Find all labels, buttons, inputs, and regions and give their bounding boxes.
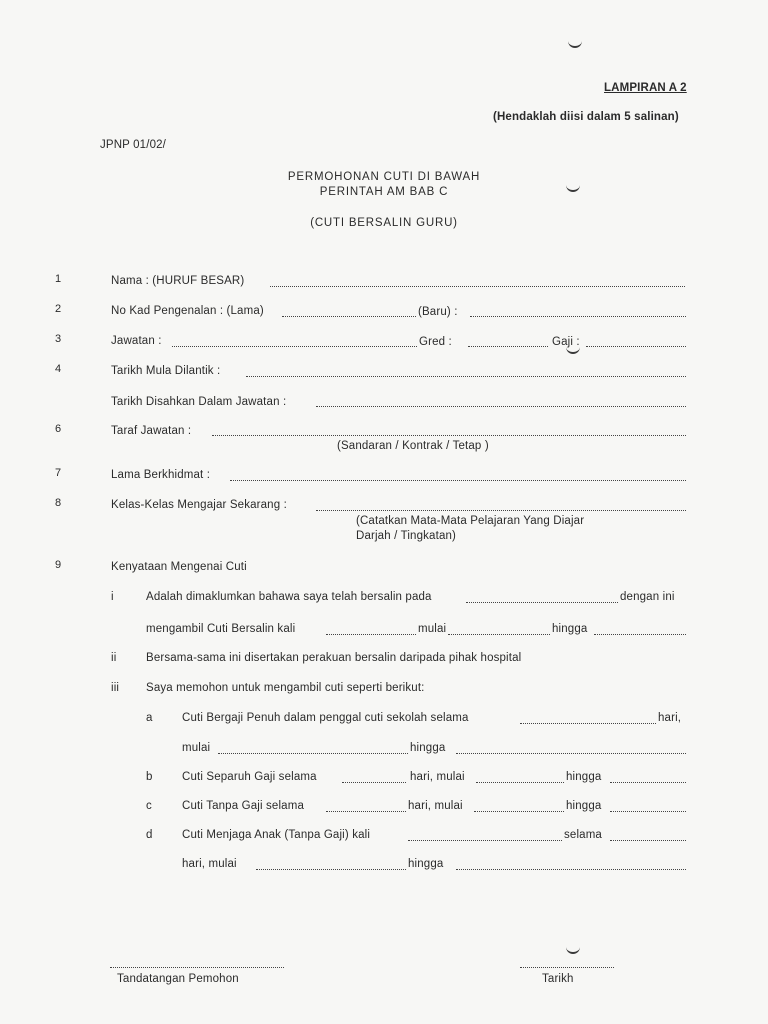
half-pay-days-field[interactable] [342, 781, 406, 783]
confirmation-date-label: Tarikh Disahkan Dalam Jawatan : [111, 396, 287, 408]
item-number: 9 [55, 559, 62, 571]
maternity-leave-count-field[interactable] [326, 633, 416, 635]
subitem-number: i [111, 591, 114, 603]
position-label: Jawatan : [111, 335, 162, 347]
until-label: hingga [566, 771, 602, 783]
full-pay-end-field[interactable] [456, 752, 686, 754]
until-label: hingga [408, 858, 444, 870]
punch-mark [566, 946, 580, 954]
position-field[interactable] [172, 345, 417, 347]
item-number: 7 [55, 467, 62, 479]
option-letter: a [146, 712, 153, 724]
subitem-number: iii [111, 682, 120, 694]
maternity-end-field[interactable] [594, 633, 686, 635]
ic-new-label: (Baru) : [418, 306, 458, 318]
subitem-number: ii [111, 652, 117, 664]
status-label: Taraf Jawatan : [111, 425, 192, 437]
maternity-leave-count-label: mengambil Cuti Bersalin kali [146, 623, 296, 635]
unpaid-days-field[interactable] [326, 810, 406, 812]
until-label: hingga [552, 623, 588, 635]
option-letter: c [146, 800, 152, 812]
classes-note-line1: (Catatkan Mata-Mata Pelajaran Yang Diajar [356, 515, 585, 527]
childcare-leave-label: Cuti Menjaga Anak (Tanpa Gaji) kali [182, 829, 371, 841]
grade-label: Gred : [419, 336, 452, 348]
classes-field[interactable] [316, 509, 686, 511]
form-title-line2: PERINTAH AM BAB C [319, 186, 449, 198]
salary-field[interactable] [586, 345, 686, 347]
until-label: hingga [410, 742, 446, 754]
hospital-certificate-statement: Bersama-sama ini disertakan perakuan bersalin daripada pihak hospital [146, 652, 522, 664]
item-number: 8 [55, 497, 62, 509]
status-options-note: (Sandaran / Kontrak / Tetap ) [337, 440, 489, 452]
childcare-end-field[interactable] [456, 868, 686, 870]
childcare-start-field[interactable] [256, 868, 406, 870]
start-label: mulai [182, 742, 211, 754]
unpaid-end-field[interactable] [610, 810, 686, 812]
start-label: mulai [418, 623, 447, 635]
applicant-signature-label: Tandatangan Pemohon [117, 973, 239, 985]
until-label: hingga [566, 800, 602, 812]
option-letter: d [146, 829, 153, 841]
item-number: 4 [55, 363, 62, 375]
item-number: 2 [55, 303, 62, 315]
service-length-field[interactable] [230, 479, 686, 481]
unpaid-leave-label: Cuti Tanpa Gaji selama [182, 800, 304, 812]
ic-old-field[interactable] [282, 315, 416, 317]
reference-number: JPNP 01/02/ [100, 139, 167, 151]
item-number: 3 [55, 333, 62, 345]
full-pay-start-field[interactable] [218, 752, 408, 754]
confirmation-date-field[interactable] [316, 405, 686, 407]
days-label: hari, [658, 712, 682, 724]
duration-label: selama [564, 829, 602, 841]
service-length-label: Lama Berkhidmat : [111, 469, 211, 481]
ic-new-field[interactable] [470, 315, 686, 317]
appointment-date-label: Tarikh Mula Dilantik : [111, 365, 221, 377]
applicant-signature-field[interactable] [110, 966, 284, 968]
item-number: 1 [55, 273, 62, 285]
childcare-count-field[interactable] [408, 839, 562, 841]
lampiran-label: LAMPIRAN A 2 [604, 82, 687, 94]
dengan-ini-text: dengan ini [620, 591, 675, 603]
classes-label: Kelas-Kelas Mengajar Sekarang : [111, 499, 287, 511]
classes-note-line2: Darjah / Tingkatan) [356, 530, 457, 542]
delivery-date-field[interactable] [466, 601, 618, 603]
days-start-label: hari, mulai [410, 771, 465, 783]
status-field[interactable] [212, 434, 686, 436]
delivery-statement: Adalah dimaklumkan bahawa saya telah bersalin pada [146, 591, 432, 603]
name-field[interactable] [270, 285, 685, 287]
grade-field[interactable] [468, 345, 548, 347]
days-start-label: hari, mulai [182, 858, 237, 870]
childcare-duration-field[interactable] [610, 839, 686, 841]
unpaid-start-field[interactable] [474, 810, 564, 812]
full-pay-leave-label: Cuti Bergaji Penuh dalam penggal cuti sekolah selama [182, 712, 469, 724]
form-title-line3: (CUTI BERSALIN GURU) [310, 217, 458, 229]
leave-request-statement: Saya memohon untuk mengambil cuti seperti berikut: [146, 682, 425, 694]
salary-label: Gaji : [552, 336, 580, 348]
appointment-date-field[interactable] [246, 375, 686, 377]
signature-date-label: Tarikh [542, 973, 574, 985]
item-number: 6 [55, 423, 62, 435]
ic-label: No Kad Pengenalan : (Lama) [111, 305, 264, 317]
half-pay-end-field[interactable] [610, 781, 686, 783]
signature-date-field[interactable] [520, 966, 614, 968]
option-letter: b [146, 771, 153, 783]
punch-mark [568, 40, 582, 48]
half-pay-start-field[interactable] [476, 781, 564, 783]
half-pay-leave-label: Cuti Separuh Gaji selama [182, 771, 317, 783]
form-title-line1: PERMOHONAN CUTI DI BAWAH [287, 171, 481, 183]
maternity-start-field[interactable] [448, 633, 550, 635]
copies-note: (Hendaklah diisi dalam 5 salinan) [493, 111, 679, 123]
days-start-label: hari, mulai [408, 800, 463, 812]
name-label: Nama : (HURUF BESAR) [111, 275, 245, 287]
full-pay-days-field[interactable] [520, 722, 656, 724]
leave-statement-heading: Kenyataan Mengenai Cuti [111, 561, 247, 573]
